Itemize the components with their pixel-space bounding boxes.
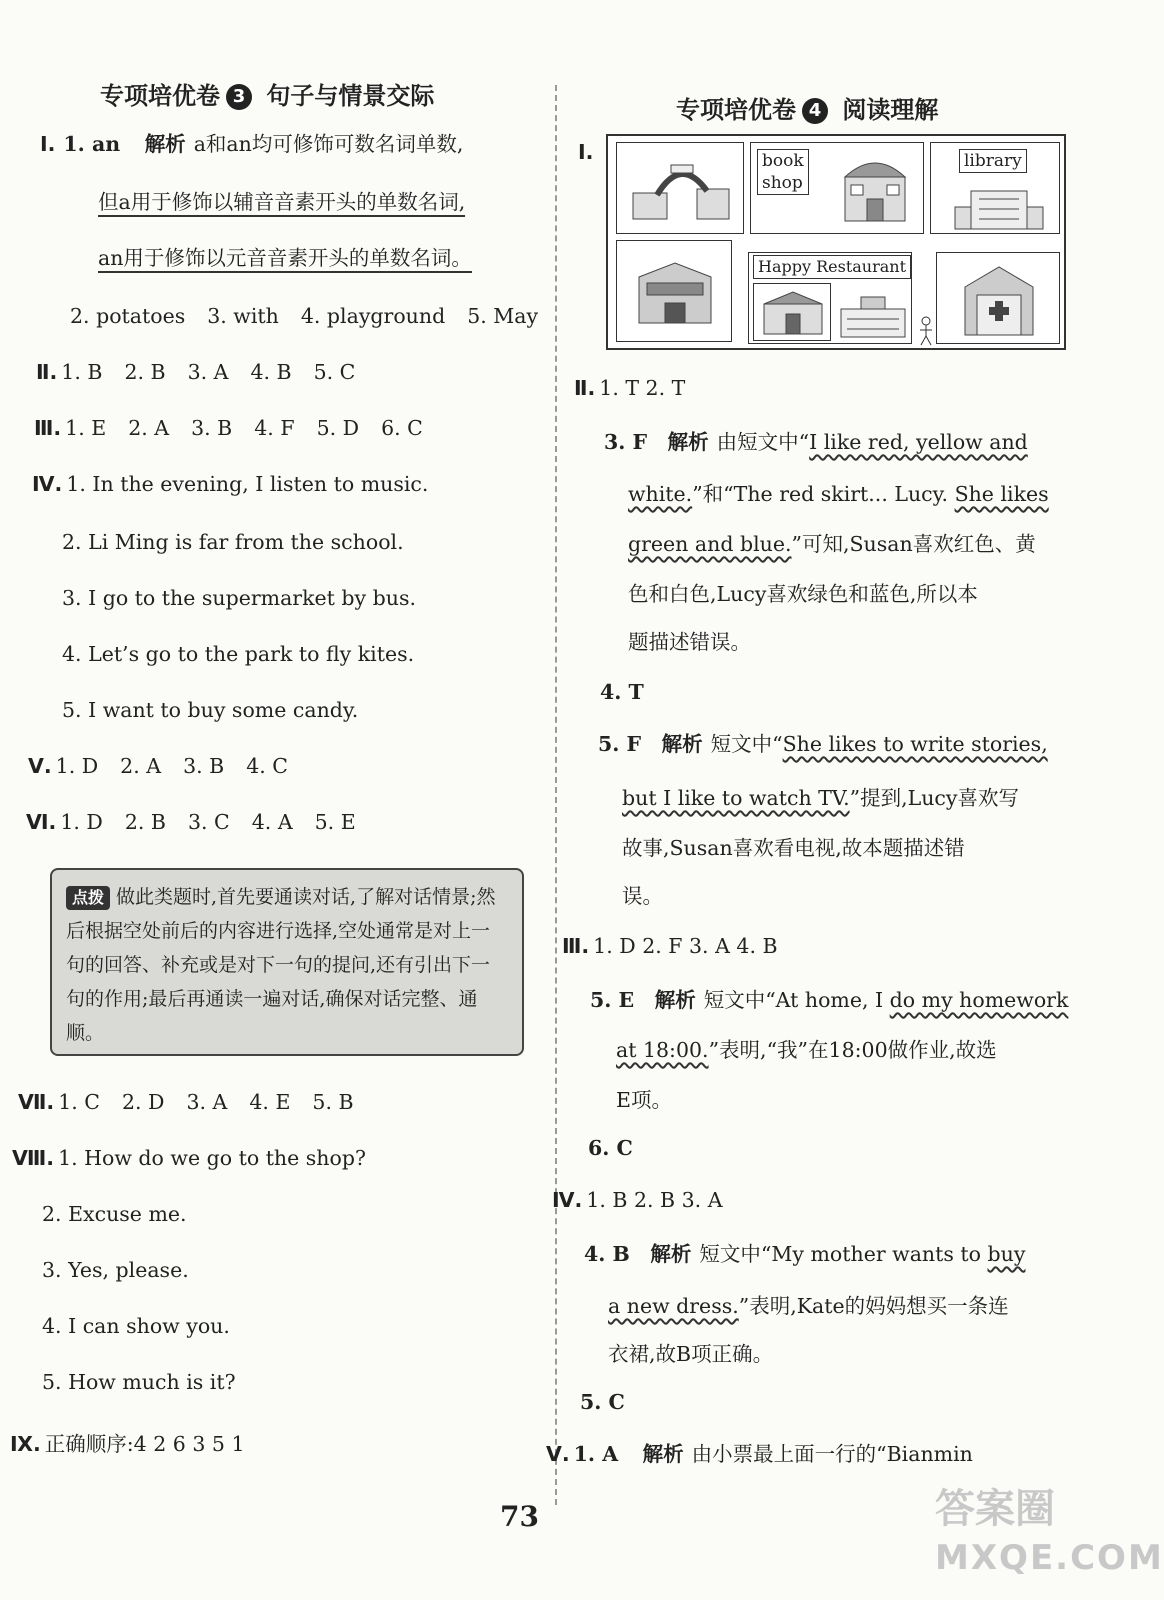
analysis-text: 由小票最上面一行的“Bianmin bbox=[691, 1442, 973, 1466]
left-section-title bbox=[100, 76, 434, 111]
analysis-text: 短文中“My mother wants to bbox=[699, 1242, 988, 1266]
quote-text: green and blue. bbox=[628, 532, 792, 556]
left-title-number-badge: 3 bbox=[226, 84, 252, 110]
r-s4-q4-line-3 bbox=[608, 1340, 773, 1368]
r-s3-q5-line-2 bbox=[616, 1036, 997, 1064]
analysis-label: 解析 bbox=[661, 732, 703, 756]
quote-text: at 18:00. bbox=[616, 1038, 709, 1062]
answer-item: 1. an bbox=[63, 132, 121, 156]
analysis-text: 短文中“ bbox=[710, 732, 783, 756]
answer-item: 2. potatoes bbox=[70, 304, 186, 328]
left-title-prefix: 专项培优卷 bbox=[100, 82, 220, 110]
s1-line-3 bbox=[98, 244, 472, 272]
r-s2-q5-line-2 bbox=[622, 784, 1019, 812]
s8-line-4 bbox=[42, 1312, 230, 1340]
tip-text: 做此类题时,首先要通读对话,了解对话情景;然后根据空处前后的内容进行选择,空处通常是对上一句的回答、补充或是对下一句的提问,还有引出下一句的作用;最后再通读一遍对话,确保对话完整、通顺。 bbox=[66, 886, 496, 1044]
s8-line-5 bbox=[42, 1368, 236, 1396]
analysis-text: 由短文中“ bbox=[716, 430, 810, 454]
analysis-text: a和an均可修饰可数名词单数, bbox=[193, 132, 464, 156]
sign-text: shop bbox=[762, 173, 803, 193]
analysis-text: E项。 bbox=[616, 1088, 672, 1112]
quote-text: I like red, yellow and bbox=[809, 430, 1028, 454]
map-picture bbox=[606, 134, 1066, 350]
s8-line-3 bbox=[42, 1256, 189, 1284]
s3-answers bbox=[34, 414, 445, 442]
r-s3-line-1 bbox=[562, 932, 778, 960]
r-s2-q3-line-3 bbox=[628, 530, 1036, 558]
hospital-building-icon bbox=[951, 259, 1047, 339]
answer-item: 1. C bbox=[58, 1090, 100, 1114]
r-s3-q5-line-1 bbox=[590, 986, 1068, 1014]
s4-line-5 bbox=[62, 696, 358, 724]
analysis-text: ”提到,Lucy喜欢写 bbox=[849, 786, 1019, 810]
analysis-label: 解析 bbox=[650, 1242, 692, 1266]
shop-building-icon bbox=[835, 153, 915, 225]
quote-text: She likes to write stories, bbox=[782, 732, 1048, 756]
s2-answers bbox=[36, 358, 377, 386]
quote-text: but I like to watch TV. bbox=[622, 786, 850, 810]
answer-item: 3. B bbox=[191, 416, 233, 440]
answer-item: 2. A bbox=[128, 416, 170, 440]
answer-item: 4. B bbox=[584, 1242, 630, 1266]
section-tag: Ⅴ. bbox=[546, 1442, 570, 1466]
picture-cell bbox=[750, 142, 924, 234]
answer-sentence: 3. I go to the supermarket by bus. bbox=[62, 586, 416, 610]
person-icon bbox=[918, 316, 934, 346]
answer-item: 1. A bbox=[573, 1442, 619, 1466]
s4-line-1 bbox=[32, 470, 428, 498]
answer-item: 5. B bbox=[312, 1090, 354, 1114]
answer-item: 6. C bbox=[381, 416, 423, 440]
sign-text: book bbox=[762, 151, 804, 171]
right-section-title bbox=[676, 90, 938, 125]
section-tag: Ⅲ. bbox=[562, 934, 590, 958]
section-tag: Ⅱ. bbox=[36, 360, 58, 384]
answer-sentence: 1. How do we go to the shop? bbox=[58, 1146, 366, 1170]
s8-line-1 bbox=[12, 1144, 366, 1172]
r-s2-q3-line-5 bbox=[628, 628, 751, 656]
answer-item: 3. B bbox=[183, 754, 225, 778]
answer-item: 2. A bbox=[120, 754, 162, 778]
r-s1-tag bbox=[578, 138, 601, 166]
answer-item: 4. playground bbox=[300, 304, 446, 328]
answer-item: 5. E bbox=[314, 810, 356, 834]
answer-item: 4. T bbox=[600, 680, 644, 704]
s1-line-1 bbox=[40, 130, 463, 158]
r-s5-line-1 bbox=[546, 1440, 973, 1468]
answer-sentence: 5. How much is it? bbox=[42, 1370, 236, 1394]
r-s2-q3-line-4 bbox=[628, 580, 978, 608]
quote-text: She likes bbox=[954, 482, 1049, 506]
s5-answers bbox=[28, 752, 310, 780]
column-divider bbox=[555, 85, 557, 1505]
analysis-text: 故事,Susan喜欢看电视,故本题描述错 bbox=[622, 836, 965, 860]
answer-item: 1. T 2. T bbox=[599, 376, 686, 400]
answer-item: 5. E bbox=[590, 988, 635, 1012]
answer-item: 5. C bbox=[313, 360, 356, 384]
section-tag: Ⅵ. bbox=[26, 810, 57, 834]
watermark-url: MXQE.COM bbox=[935, 1538, 1164, 1578]
picture-cell bbox=[748, 252, 912, 344]
quote-text: buy bbox=[987, 1242, 1026, 1266]
section-tag: Ⅸ. bbox=[10, 1432, 41, 1456]
r-s2-q5-line-3 bbox=[622, 834, 965, 862]
answer-item: 4. B bbox=[250, 360, 292, 384]
s4-line-3 bbox=[62, 584, 416, 612]
watermark-logo: 答案圈 bbox=[935, 1486, 1055, 1532]
r-s4-q4-line-1 bbox=[584, 1240, 1025, 1268]
r-s2-q4 bbox=[600, 678, 644, 706]
picture-cell bbox=[930, 142, 1060, 234]
analysis-text: an用于修饰以元音音素开头的单数名词。 bbox=[98, 246, 472, 273]
library-sign: library bbox=[959, 149, 1027, 173]
analysis-label: 解析 bbox=[642, 1442, 684, 1466]
picture-cell bbox=[936, 252, 1060, 344]
section-tag: Ⅳ. bbox=[32, 472, 63, 496]
analysis-label: 解析 bbox=[654, 988, 696, 1012]
r-s2-q5-line-1 bbox=[598, 730, 1048, 758]
school-building-icon bbox=[837, 293, 909, 339]
quote-text: a new dress. bbox=[608, 1294, 739, 1318]
section-tag: Ⅳ. bbox=[552, 1188, 583, 1212]
section-tag: Ⅰ. bbox=[578, 140, 594, 164]
answer-item: 4. F bbox=[254, 416, 295, 440]
answer-item: 5. May bbox=[467, 304, 539, 328]
answer-item: 5. C bbox=[580, 1390, 625, 1414]
answer-item: 3. C bbox=[187, 810, 230, 834]
left-title-name: 句子与情景交际 bbox=[266, 82, 435, 110]
answer-sentence: 4. I can show you. bbox=[42, 1314, 230, 1338]
answer-item: 6. C bbox=[588, 1136, 633, 1160]
answer-item: 4. E bbox=[249, 1090, 291, 1114]
answer-item: 1. D bbox=[55, 754, 99, 778]
section-tag: Ⅰ. bbox=[40, 132, 56, 156]
section-tag: Ⅶ. bbox=[18, 1090, 55, 1114]
section-tag: Ⅷ. bbox=[12, 1146, 55, 1170]
answer-item: 3. A bbox=[187, 360, 229, 384]
section-tag: Ⅱ. bbox=[574, 376, 596, 400]
r-s3-q6 bbox=[588, 1134, 633, 1162]
analysis-text: 色和白色,Lucy喜欢绿色和蓝色,所以本 bbox=[628, 582, 978, 606]
answer-item: 3. with bbox=[207, 304, 279, 328]
s1-line-2 bbox=[98, 188, 465, 216]
answer-item: 3. A bbox=[186, 1090, 228, 1114]
analysis-text: 题描述错误。 bbox=[628, 630, 751, 654]
tip-box bbox=[50, 868, 524, 1056]
analysis-text: ”和“The red skirt... Lucy. bbox=[692, 482, 955, 506]
s9-line bbox=[10, 1430, 245, 1458]
r-s2-q3-line-1 bbox=[604, 428, 1028, 456]
answer-item: 5. F bbox=[598, 732, 642, 756]
picture-cell bbox=[616, 142, 744, 234]
quote-text: do my homework bbox=[889, 988, 1069, 1012]
answer-item: 4. C bbox=[246, 754, 288, 778]
s8-line-2 bbox=[42, 1200, 187, 1228]
answer-order: 正确顺序:4 2 6 3 5 1 bbox=[44, 1432, 245, 1456]
right-title-prefix: 专项培优卷 bbox=[676, 96, 796, 124]
analysis-text: ”表明,“我”在18:00做作业,故选 bbox=[708, 1038, 997, 1062]
analysis-text: 误。 bbox=[622, 884, 663, 908]
r-s2-q5-line-4 bbox=[622, 882, 663, 910]
s7-answers bbox=[18, 1088, 376, 1116]
right-title-name: 阅读理解 bbox=[842, 96, 939, 124]
answer-sentence: 3. Yes, please. bbox=[42, 1258, 189, 1282]
answer-sentence: 1. In the evening, I listen to music. bbox=[66, 472, 429, 496]
r-s4-line-1 bbox=[552, 1186, 723, 1214]
quote-text: white. bbox=[628, 482, 693, 506]
r-s4-q4-line-2 bbox=[608, 1292, 1009, 1320]
restaurant-sign: Happy Restaurant bbox=[753, 255, 911, 279]
answer-sentence: 2. Excuse me. bbox=[42, 1202, 187, 1226]
answer-item: 3. F bbox=[604, 430, 648, 454]
s6-answers bbox=[26, 808, 378, 836]
analysis-text: 衣裙,故B项正确。 bbox=[608, 1342, 774, 1366]
page-number: 73 bbox=[500, 1500, 539, 1533]
section-tag: Ⅴ. bbox=[28, 754, 52, 778]
answer-item: 1. D 2. F 3. A 4. B bbox=[593, 934, 778, 958]
restaurant-building-icon bbox=[760, 290, 826, 336]
library-building-icon bbox=[951, 181, 1047, 231]
supermarket-building-icon bbox=[631, 257, 719, 329]
analysis-text: ”表明,Kate的妈妈想买一条连 bbox=[738, 1294, 1009, 1318]
answer-item: 2. D bbox=[121, 1090, 165, 1114]
analysis-text: 短文中“At home, I bbox=[703, 988, 890, 1012]
answer-item: 2. B bbox=[124, 360, 166, 384]
analysis-text: 但a用于修饰以辅音音素开头的单数名词, bbox=[98, 190, 465, 217]
picture-cell bbox=[616, 240, 732, 342]
answer-item: 5. D bbox=[316, 416, 360, 440]
s4-line-2 bbox=[62, 528, 404, 556]
answer-sentence: 4. Let’s go to the park to fly kites. bbox=[62, 642, 415, 666]
analysis-label: 解析 bbox=[144, 132, 186, 156]
s4-line-4 bbox=[62, 640, 414, 668]
r-s3-q5-line-3 bbox=[616, 1086, 672, 1114]
s1-line-4 bbox=[70, 302, 560, 330]
r-s4-q5 bbox=[580, 1388, 625, 1416]
analysis-text: ”可知,Susan喜欢红色、黄 bbox=[791, 532, 1036, 556]
right-title-number-badge: 4 bbox=[802, 98, 828, 124]
section-tag: Ⅲ. bbox=[34, 416, 62, 440]
analysis-label: 解析 bbox=[667, 430, 709, 454]
r-s2-line-1 bbox=[574, 374, 685, 402]
answer-item: 1. B 2. B 3. A bbox=[586, 1188, 723, 1212]
picture-inner-cell bbox=[753, 283, 831, 341]
book-shop-sign bbox=[757, 149, 809, 195]
tip-label: 点拨 bbox=[66, 886, 110, 910]
answer-item: 1. E bbox=[65, 416, 107, 440]
r-s2-q3-line-2 bbox=[628, 480, 1049, 508]
answer-item: 1. B bbox=[61, 360, 103, 384]
answer-item: 2. B bbox=[124, 810, 166, 834]
answer-item: 4. A bbox=[251, 810, 293, 834]
gate-building-icon bbox=[627, 155, 735, 225]
answer-sentence: 5. I want to buy some candy. bbox=[62, 698, 359, 722]
answer-item: 1. D bbox=[60, 810, 103, 834]
answer-sentence: 2. Li Ming is far from the school. bbox=[62, 530, 404, 554]
